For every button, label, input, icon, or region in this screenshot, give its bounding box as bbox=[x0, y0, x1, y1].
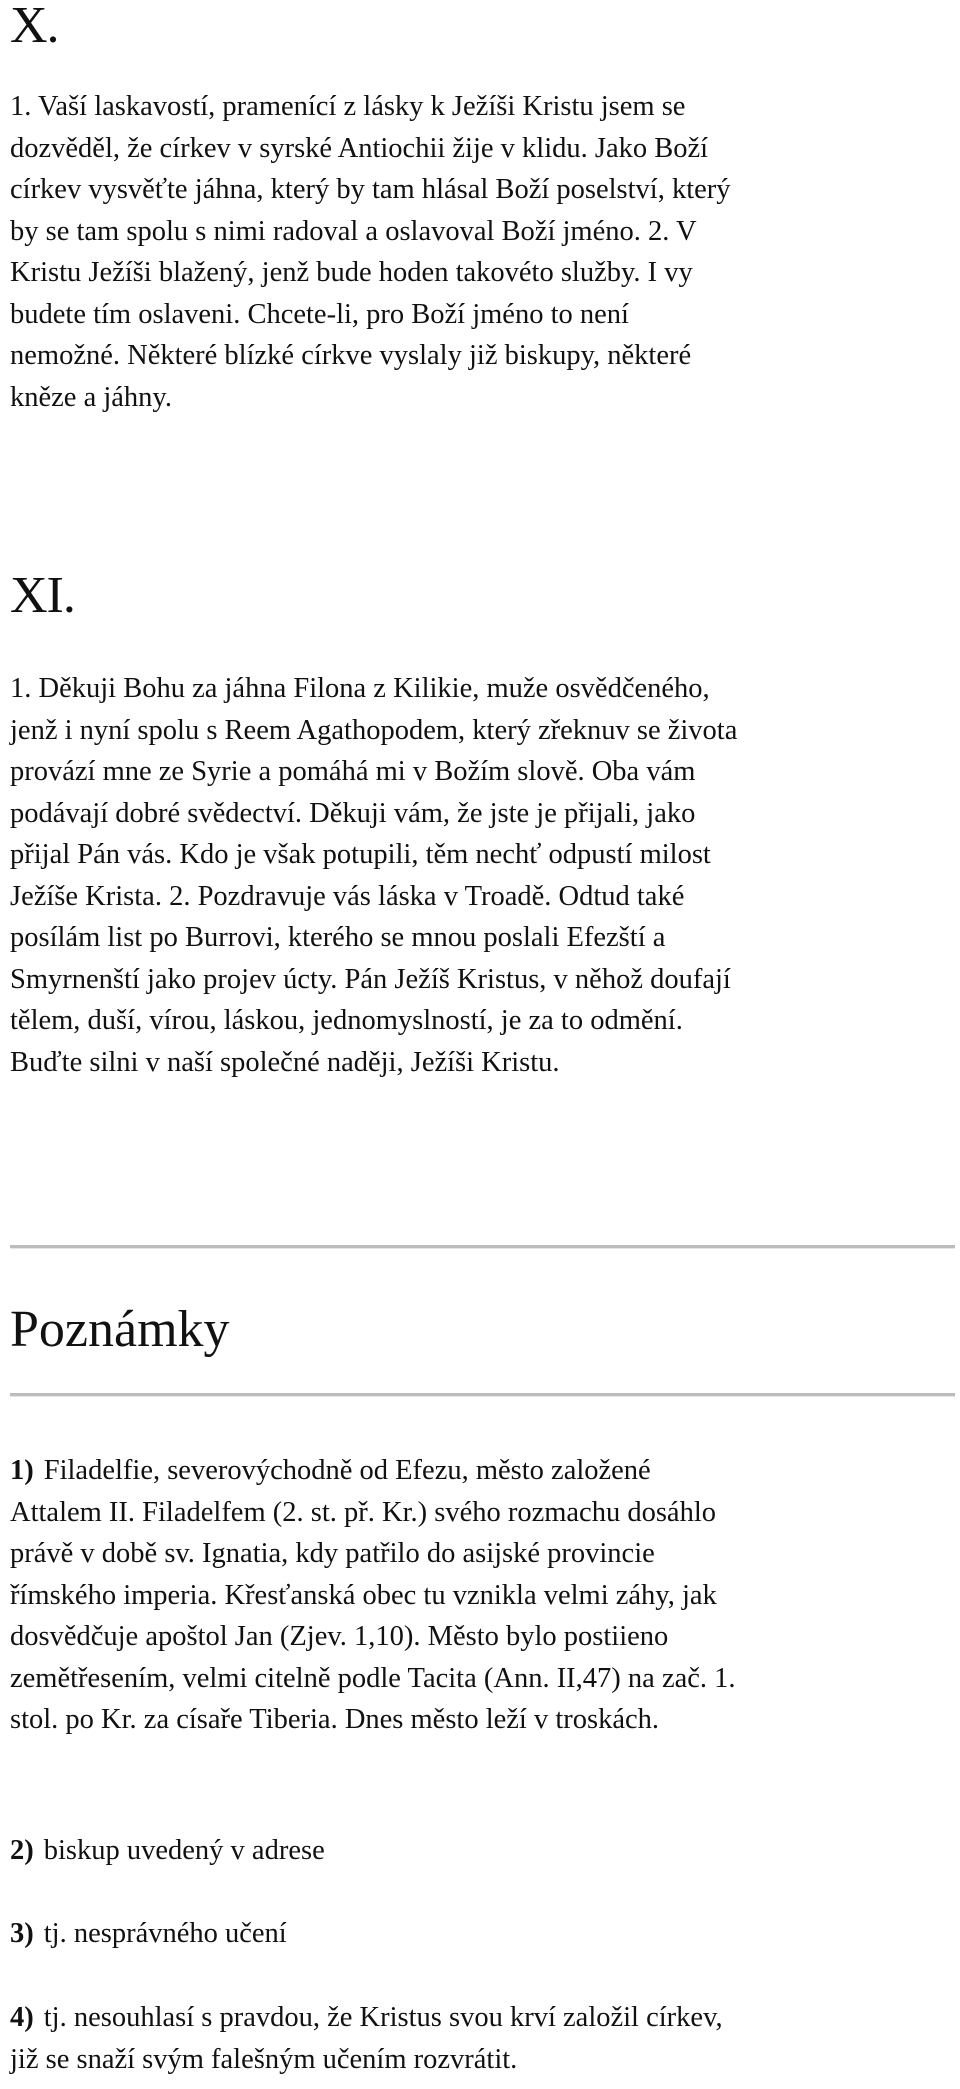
divider-bottom bbox=[10, 1393, 955, 1397]
note-text: biskup uvedený v adrese bbox=[43, 1835, 325, 1866]
note-number: 1) bbox=[10, 1455, 34, 1486]
note-text: Filadelfie, severovýchodně od Efezu, město založené Attalem II. Filadelfem (2. st. př. Kr.) svého rozmachu dosáhlo právě v době sv. Ignatia, kdy patřilo do asijské provincie římského imperia. Křesťanská obec tu vznikla velmi záhy, jak dosvědčuje apoštol Jan (Zjev. 1,10). Město bylo postiieno zemětřesením, velmi citelně podle Tacita (Ann. II,47) na zač. 1. stol. po Kr. za císaře Tiberia. Dnes město leží v troskách. bbox=[10, 1455, 736, 1735]
section-heading-xi: XI. bbox=[10, 567, 75, 624]
note-text: tj. nesprávného učení bbox=[43, 1918, 287, 1949]
note-number: 4) bbox=[10, 2002, 34, 2033]
note-item bbox=[10, 1830, 955, 1872]
note-number: 3) bbox=[10, 1918, 34, 1949]
divider-top bbox=[10, 1245, 955, 1249]
note-item bbox=[10, 1450, 955, 1741]
section-x-text: 1. Vaší laskavostí, pramenící z lásky k Ježíši Kristu jsem se dozvěděl, že církev v syrské Antiochii žije v klidu. Jako Boží církev vysvěťte jáhna, který by tam hlásal Boží poselství, který by se tam spolu s nimi radoval a oslavoval Boží jméno. 2. V Kristu Ježíši blažený, jenž bude hoden takovéto služby. I vy budete tím oslaveni. Chcete-li, pro Boží jméno to není nemožné. Některé blízké církve vyslaly již biskupy, některé kněze a jáhny. bbox=[10, 91, 731, 413]
note-item bbox=[10, 1997, 955, 2080]
note-text: tj. nesouhlasí s pravdou, že Kristus svou krví založil církev, již se snaží svým falešným učením rozvrátit. bbox=[10, 2002, 723, 2075]
note-number: 2) bbox=[10, 1835, 34, 1866]
note-item bbox=[10, 1913, 955, 1955]
section-xi-text: 1. Děkuji Bohu za jáhna Filona z Kilikie, muže osvědčeného, jenž i nyní spolu s Reem Agathopodem, který zřeknuv se života provází mne ze Syrie a pomáhá mi v Božím slově. Oba vám podávají dobré svědectví. Děkuji vám, že jste je přijali, jako přijal Pán vás. Kdo je však potupili, těm nechť odpustí milost Ježíše Krista. 2. Pozdravuje vás láska v Troadě. Odtud také posílám list po Burrovi, kterého se mnou poslali Efezští a Smyrnenští jako projev úcty. Pán Ježíš Kristus, v něhož doufají tělem, duší, vírou, láskou, jednomyslností, je za to odmění. Buďte silni v naší společné naději, Ježíši Kristu. bbox=[10, 673, 738, 1078]
notes-title: Poznámky bbox=[10, 1301, 230, 1358]
section-heading-x: X. bbox=[10, 0, 59, 54]
